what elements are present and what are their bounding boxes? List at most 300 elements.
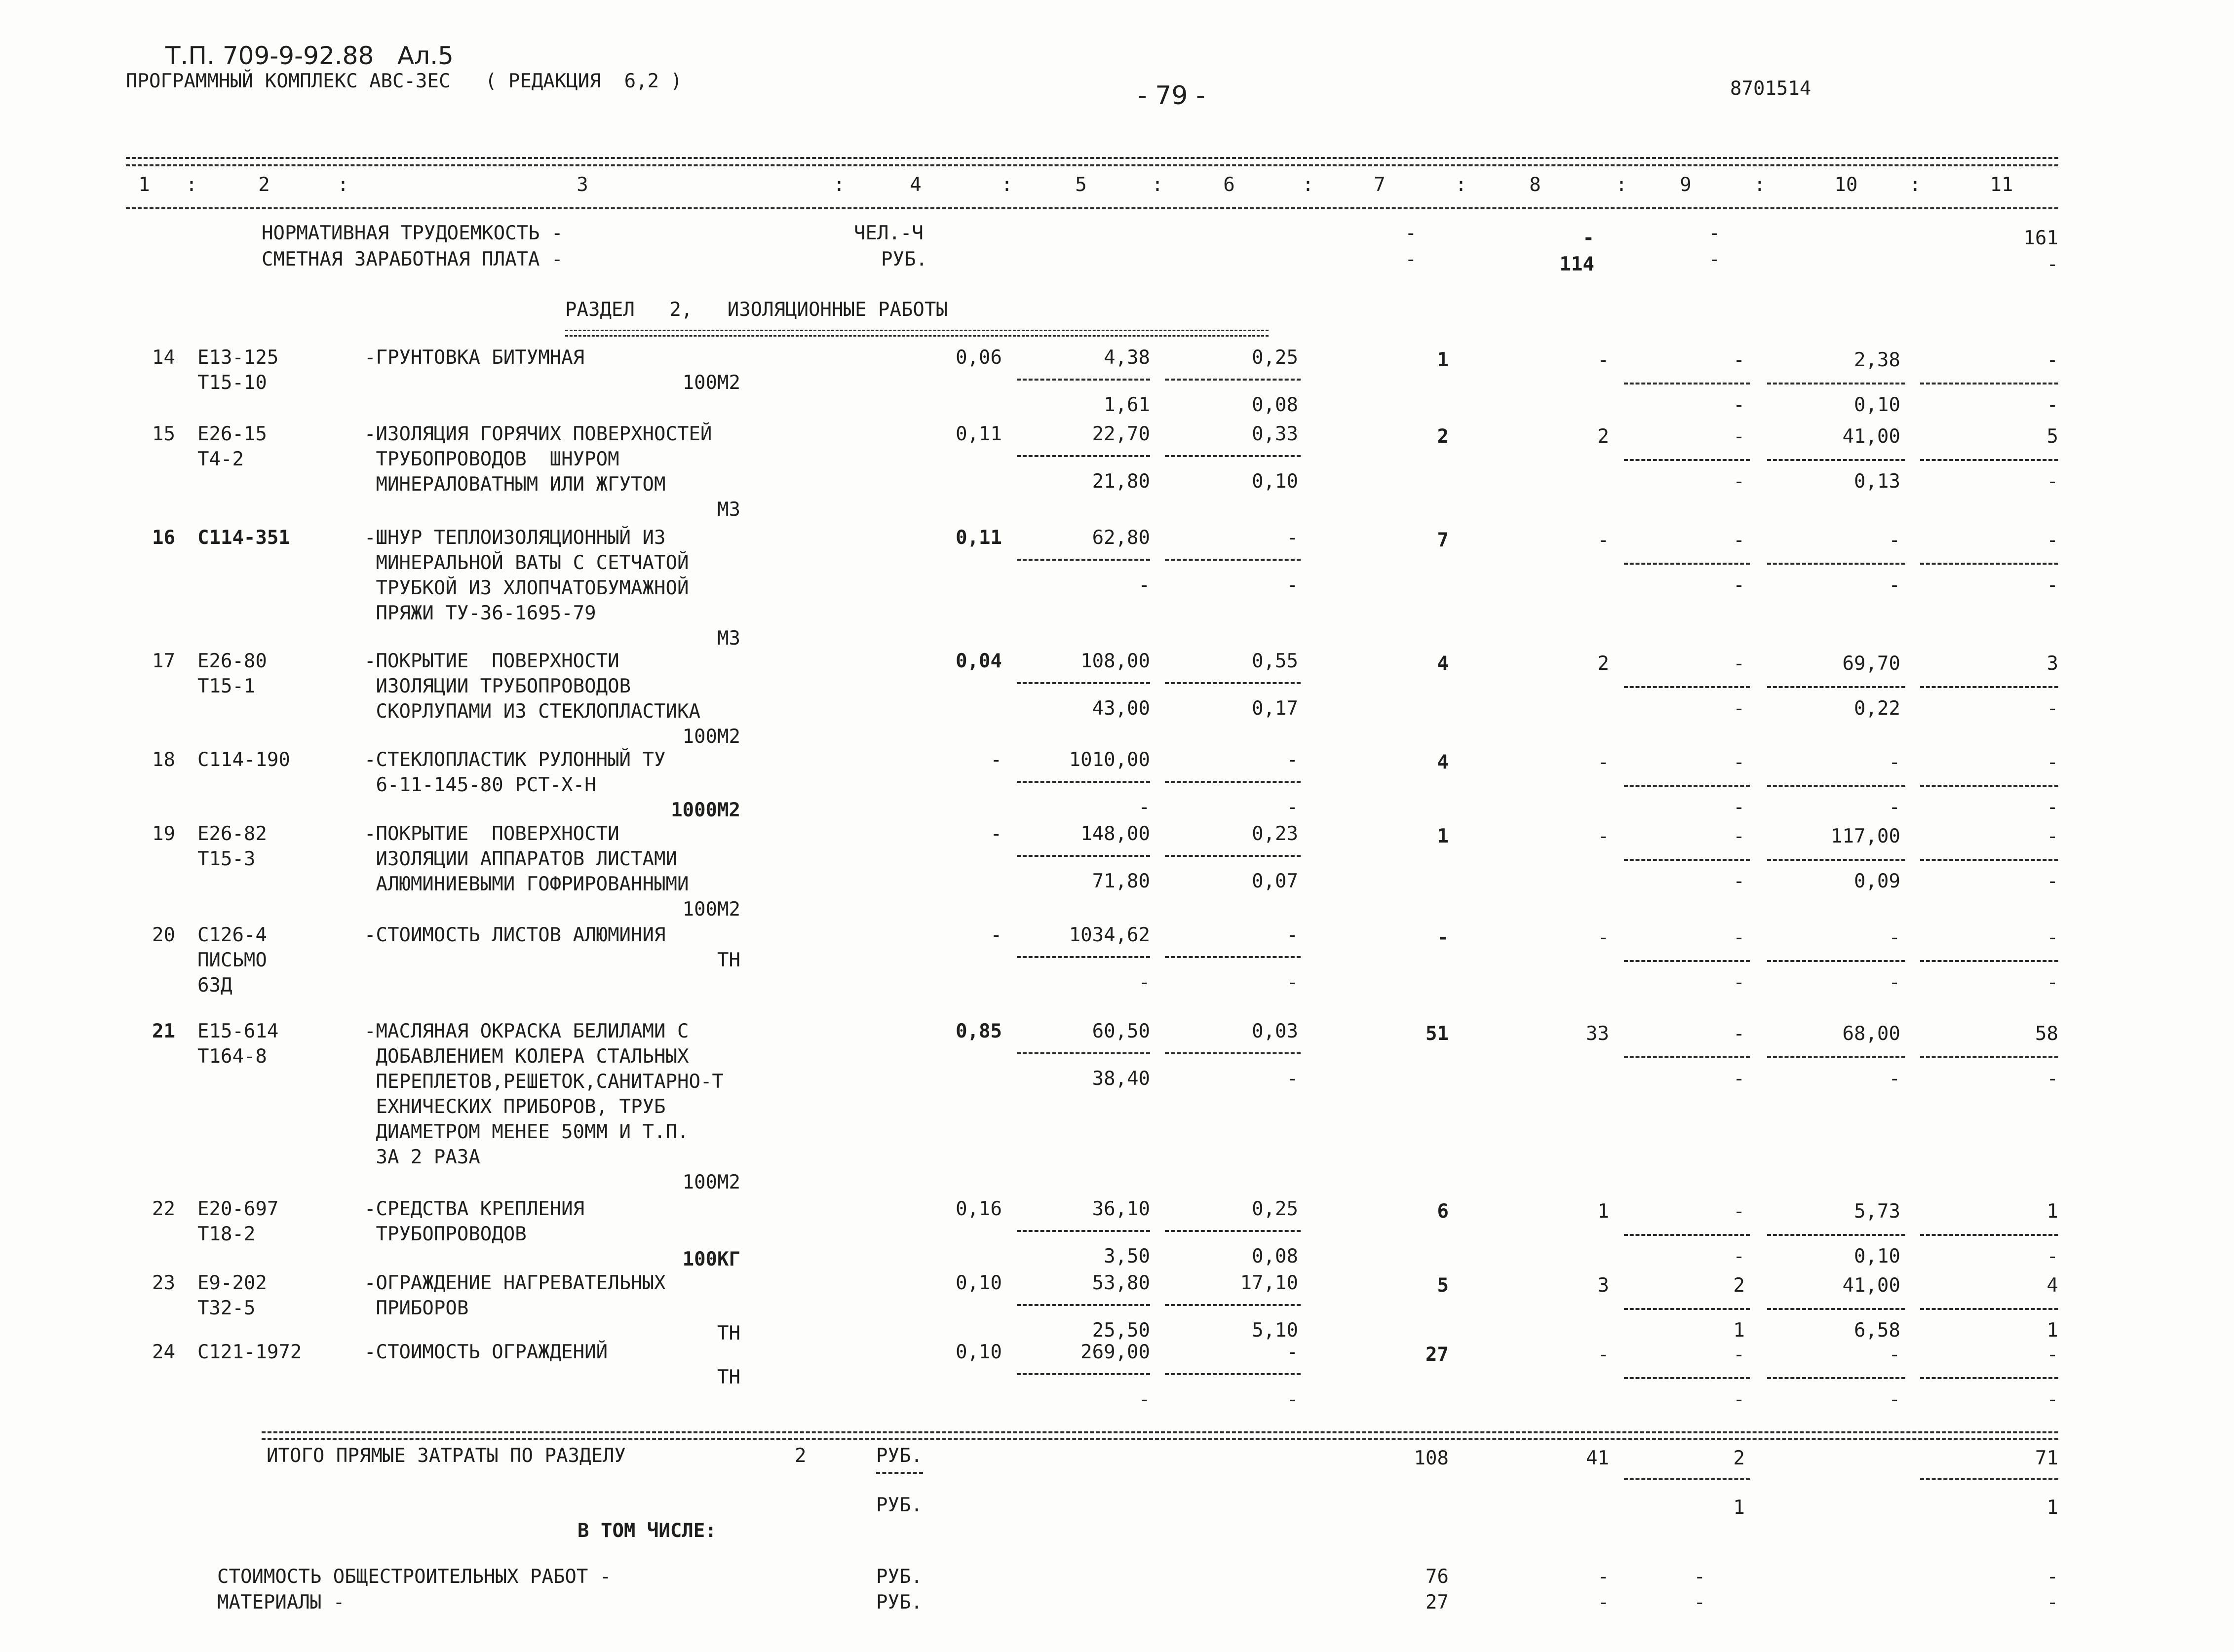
cell-c4: 0,11 (956, 527, 1002, 549)
cell-c5-second: 1,61 (1104, 394, 1150, 416)
cell-c10: 5,73 (1854, 1200, 1900, 1223)
cell-underline (1165, 682, 1301, 684)
cell-c10-second: - (1888, 1068, 1900, 1090)
cell-c9-second: - (1733, 796, 1745, 818)
row-description: 6-11-145-80 РСТ-Х-Н (364, 774, 596, 796)
cell-underline (1767, 1234, 1905, 1236)
cell-c8: - (1597, 1344, 1609, 1366)
row-description: -ОГРАЖДЕНИЕ НАГРЕВАТЕЛЬНЫХ (364, 1272, 666, 1294)
cell-c6: 0,03 (1252, 1020, 1298, 1042)
summary-label: СМЕТНАЯ ЗАРАБОТНАЯ ПЛАТА - (262, 248, 563, 270)
cell-c10: 41,00 (1842, 1274, 1900, 1297)
row-number: 14 (152, 346, 175, 369)
totals-section: 2 (795, 1445, 807, 1467)
cell-c8: - (1597, 349, 1609, 371)
row-code: С126-4 (197, 924, 267, 946)
breakdown-unit: РУБ. (876, 1566, 923, 1588)
section-title: РАЗДЕЛ 2, ИЗОЛЯЦИОННЫЕ РАБОТЫ (565, 299, 948, 321)
cell-c7: 4 (1437, 653, 1449, 675)
cell-underline (1624, 960, 1750, 962)
row-number: 16 (152, 527, 175, 549)
cell-underline (1767, 459, 1905, 461)
row-number: 23 (152, 1272, 175, 1294)
cell-c11: - (2046, 1344, 2058, 1366)
row-description: ТРУБОПРОВОДОВ ШНУРОМ (364, 448, 619, 470)
cell-c8: 1 (1597, 1200, 1609, 1223)
row-code-3: 63Д (197, 974, 232, 997)
cell-c9: - (1733, 751, 1745, 773)
cell-c9: 2 (1733, 1274, 1745, 1297)
cell-c6-second: 0,17 (1252, 697, 1298, 720)
cell-underline (1767, 785, 1905, 787)
cell-underline (1165, 956, 1301, 958)
column-header-9: 9 (1680, 174, 1692, 196)
breakdown-c8: - (1597, 1566, 1609, 1588)
row-unit: 1000М2 (671, 799, 740, 821)
cell-c6-second: - (1286, 971, 1298, 994)
totals-c9: 2 (1733, 1447, 1745, 1469)
summary-c7: - (1405, 222, 1417, 244)
totals-c8: 41 (1586, 1447, 1609, 1469)
row-code: Е26-80 (197, 650, 267, 672)
summary-unit: ЧЕЛ.-Ч (854, 222, 924, 244)
totals-unit-2: РУБ. (876, 1494, 923, 1516)
cell-c5-second: 71,80 (1092, 870, 1150, 892)
column-header-8: 8 (1529, 174, 1541, 196)
row-code-2: Т15-10 (197, 372, 267, 394)
cell-c8: - (1597, 926, 1609, 949)
cell-c5: 36,10 (1092, 1198, 1150, 1220)
row-unit: 100М2 (682, 1171, 740, 1193)
summary-c11: - (2046, 253, 2058, 275)
cell-c5: 108,00 (1080, 650, 1150, 672)
cell-c8: 2 (1597, 425, 1609, 448)
cell-c9-second: - (1733, 574, 1745, 596)
row-number: 20 (152, 924, 175, 946)
doc-number: 8701514 (1730, 77, 1811, 100)
cell-c9-second: - (1733, 697, 1745, 720)
column-separator: : (1302, 174, 1314, 196)
cell-c11-second: - (2046, 574, 2058, 596)
row-number: 19 (152, 823, 175, 845)
totals-c11-underline (1920, 1478, 2058, 1480)
cell-c4: 0,16 (956, 1198, 1002, 1220)
column-separator: : (186, 174, 197, 196)
row-unit: ТН (717, 1366, 740, 1388)
cell-c6-second: - (1286, 1068, 1298, 1090)
cell-underline (1920, 1056, 2058, 1058)
cell-c4: 0,10 (956, 1272, 1002, 1294)
row-code: Е9-202 (197, 1272, 267, 1294)
cell-underline (1165, 1373, 1301, 1375)
column-separator: : (1754, 174, 1766, 196)
totals-unit-underline (876, 1472, 923, 1474)
column-separator: : (1152, 174, 1163, 196)
cell-c4: - (990, 749, 1002, 771)
row-code-2: Т15-1 (197, 675, 256, 697)
doc-code: Т.П. 709-9-92.88 Ал.5 (165, 41, 454, 70)
cell-c5: 1010,00 (1069, 749, 1150, 771)
program-line: ПРОГРАММНЫЙ КОМПЛЕКС АВС-3ЕС ( РЕДАКЦИЯ 6,2 ) (126, 70, 683, 92)
header-rule-top (126, 157, 2058, 159)
column-separator: : (1455, 174, 1467, 196)
row-description: МИНЕРАЛОВАТНЫМ ИЛИ ЖГУТОМ (364, 473, 666, 496)
cell-c10: - (1888, 1344, 1900, 1366)
cell-underline (1624, 1056, 1750, 1058)
cell-c10: 117,00 (1831, 825, 1900, 847)
cell-c5: 1034,62 (1069, 924, 1150, 946)
cell-c11: - (2046, 529, 2058, 551)
cell-underline (1920, 459, 2058, 461)
cell-c5-second: - (1138, 971, 1150, 994)
row-code-2: Т15-3 (197, 848, 256, 870)
cell-c10-second: 0,10 (1854, 1245, 1900, 1268)
cell-c11-second: 1 (2046, 1319, 2058, 1342)
cell-c9: - (1733, 926, 1745, 949)
totals-label: ИТОГО ПРЯМЫЕ ЗАТРАТЫ ПО РАЗДЕЛУ (267, 1445, 626, 1467)
column-header-2: 2 (258, 174, 270, 196)
cell-c11-second: - (2046, 1245, 2058, 1268)
cell-underline (1165, 781, 1301, 783)
cell-c6: - (1286, 749, 1298, 771)
cell-c5-second: 25,50 (1092, 1319, 1150, 1342)
row-description: -ИЗОЛЯЦИЯ ГОРЯЧИХ ПОВЕРХНОСТЕЙ (364, 423, 712, 445)
cell-c6-second: 5,10 (1252, 1319, 1298, 1342)
breakdown-c9: - (1694, 1591, 1705, 1614)
cell-c11-second: - (2046, 394, 2058, 416)
summary-c11: 161 (2023, 227, 2058, 249)
cell-c10-second: 0,22 (1854, 697, 1900, 720)
cell-c6-second: - (1286, 796, 1298, 818)
cell-underline (1624, 383, 1750, 384)
row-description: ПЕРЕПЛЕТОВ,РЕШЕТОК,САНИТАРНО-Т (364, 1071, 724, 1093)
cell-underline (1767, 563, 1905, 565)
cell-c9: - (1733, 1023, 1745, 1045)
cell-underline (1017, 559, 1150, 561)
summary-unit: РУБ. (881, 248, 927, 270)
cell-c11-second: - (2046, 796, 2058, 818)
cell-c4: - (990, 823, 1002, 845)
page-number: - 79 - (1138, 81, 1205, 111)
cell-c6: 0,33 (1252, 423, 1298, 445)
row-description: -СРЕДСТВА КРЕПЛЕНИЯ (364, 1198, 585, 1220)
row-description: -ПОКРЫТИЕ ПОВЕРХНОСТИ (364, 823, 619, 845)
row-description: ТРУБКОЙ ИЗ ХЛОПЧАТОБУМАЖНОЙ (364, 577, 689, 599)
cell-c11: - (2046, 825, 2058, 847)
cell-c6-second: 0,08 (1252, 394, 1298, 416)
cell-underline (1920, 686, 2058, 688)
cell-c10: - (1888, 926, 1900, 949)
column-header-11: 11 (1990, 174, 2013, 196)
row-code-2: Т32-5 (197, 1297, 256, 1319)
totals-c11-second: 1 (2046, 1497, 2058, 1519)
column-header-7: 7 (1374, 174, 1386, 196)
cell-c5: 53,80 (1092, 1272, 1150, 1294)
breakdown-c7: 76 (1425, 1566, 1449, 1588)
row-number: 15 (152, 423, 175, 445)
cell-underline (1017, 1052, 1150, 1054)
cell-c6-second: - (1286, 574, 1298, 596)
cell-c8: 3 (1597, 1274, 1609, 1297)
cell-underline (1017, 682, 1150, 684)
row-number: 18 (152, 749, 175, 771)
cell-c11: 4 (2046, 1274, 2058, 1297)
cell-underline (1920, 960, 2058, 962)
cell-c9: - (1733, 349, 1745, 371)
cell-c5: 148,00 (1080, 823, 1150, 845)
summary-c9: - (1708, 222, 1720, 244)
cell-underline (1920, 1234, 2058, 1236)
cell-underline (1165, 1304, 1301, 1306)
row-code: Е26-15 (197, 423, 267, 445)
cell-c9: - (1733, 1344, 1745, 1366)
breakdown-c9: - (1694, 1566, 1705, 1588)
cell-c8: 2 (1597, 653, 1609, 675)
row-number: 17 (152, 650, 175, 672)
cell-c7: 2 (1437, 425, 1449, 448)
row-code: С121-1972 (197, 1341, 302, 1363)
cell-underline (1165, 455, 1301, 457)
row-description: ЕХНИЧЕСКИХ ПРИБОРОВ, ТРУБ (364, 1096, 666, 1118)
row-code: Е13-125 (197, 346, 279, 369)
cell-c8: - (1597, 751, 1609, 773)
cell-c10-second: 0,09 (1854, 870, 1900, 892)
cell-c6-second: - (1286, 1388, 1298, 1411)
cell-c8: - (1597, 825, 1609, 847)
cell-c5-second: 38,40 (1092, 1068, 1150, 1090)
cell-c9: - (1733, 425, 1745, 448)
cell-c10: 2,38 (1854, 349, 1900, 371)
cell-c8: - (1597, 529, 1609, 551)
row-description: ДОБАВЛЕНИЕМ КОЛЕРА СТАЛЬНЫХ (364, 1045, 689, 1068)
cell-c9: - (1733, 825, 1745, 847)
cell-underline (1624, 686, 1750, 688)
cell-c6: 17,10 (1240, 1272, 1298, 1294)
summary-c8: - (1582, 227, 1594, 249)
cell-underline (1624, 563, 1750, 565)
row-unit: ТН (717, 1322, 740, 1345)
cell-c10-second: - (1888, 574, 1900, 596)
row-description: ПРЯЖИ ТУ-36-1695-79 (364, 602, 596, 624)
cell-c9-second: - (1733, 1245, 1745, 1268)
cell-c9-second: - (1733, 394, 1745, 416)
cell-c11: 58 (2035, 1023, 2058, 1045)
column-separator: : (337, 174, 349, 196)
cell-c7: 27 (1425, 1344, 1449, 1366)
cell-c9-second: - (1733, 1388, 1745, 1411)
cell-c11: 5 (2046, 425, 2058, 448)
row-unit: 100М2 (682, 372, 740, 394)
totals-c9-second: 1 (1733, 1497, 1745, 1519)
totals-c9-underline (1624, 1478, 1750, 1480)
row-description: -ПОКРЫТИЕ ПОВЕРХНОСТИ (364, 650, 619, 672)
cell-underline (1767, 1056, 1905, 1058)
cell-c6: - (1286, 924, 1298, 946)
row-code: С114-190 (197, 749, 290, 771)
cell-c5: 269,00 (1080, 1341, 1150, 1363)
cell-underline (1165, 379, 1301, 381)
header-rule-top-2 (126, 164, 2058, 166)
cell-c11-second: - (2046, 971, 2058, 994)
cell-c10: - (1888, 751, 1900, 773)
cell-underline (1767, 1308, 1905, 1310)
cell-c6: 0,25 (1252, 346, 1298, 369)
cell-underline (1920, 1377, 2058, 1379)
column-header-6: 6 (1223, 174, 1235, 196)
row-code-2: ПИСЬМО (197, 949, 267, 971)
cell-c9-second: - (1733, 1068, 1745, 1090)
cell-c10: 68,00 (1842, 1023, 1900, 1045)
cell-c10: 69,70 (1842, 653, 1900, 675)
breakdown-c11: - (2046, 1566, 2058, 1588)
cell-c5: 60,50 (1092, 1020, 1150, 1042)
row-description: ИЗОЛЯЦИИ АППАРАТОВ ЛИСТАМИ (364, 848, 677, 870)
cell-c5-second: - (1138, 1388, 1150, 1411)
cell-underline (1017, 455, 1150, 457)
row-code: Е20-697 (197, 1198, 279, 1220)
cell-c6: 0,23 (1252, 823, 1298, 845)
cell-c9-second: - (1733, 470, 1745, 493)
column-header-10: 10 (1834, 174, 1858, 196)
row-description: -ГРУНТОВКА БИТУМНАЯ (364, 346, 585, 369)
header-rule-bottom (126, 207, 2058, 209)
column-separator: : (833, 174, 845, 196)
column-separator: : (1001, 174, 1013, 196)
cell-c10-second: 0,13 (1854, 470, 1900, 493)
cell-underline (1624, 859, 1750, 861)
row-description: ПРИБОРОВ (364, 1297, 469, 1319)
breakdown-unit: РУБ. (876, 1591, 923, 1614)
row-description: ЗА 2 РАЗА (364, 1146, 480, 1168)
row-unit: 100М2 (682, 898, 740, 921)
cell-c5-second: - (1138, 796, 1150, 818)
cell-c6: 0,25 (1252, 1198, 1298, 1220)
summary-c9: - (1708, 248, 1720, 270)
row-unit: М3 (717, 627, 740, 650)
breakdown-label: СТОИМОСТЬ ОБЩЕСТРОИТЕЛЬНЫХ РАБОТ - (217, 1566, 612, 1588)
cell-c10: 41,00 (1842, 425, 1900, 448)
cell-c9-second: - (1733, 971, 1745, 994)
summary-label: НОРМАТИВНАЯ ТРУДОЕМКОСТЬ - (262, 222, 563, 244)
cell-c10-second: - (1888, 1388, 1900, 1411)
cell-c4: 0,10 (956, 1341, 1002, 1363)
cell-underline (1920, 785, 2058, 787)
column-header-3: 3 (577, 174, 588, 196)
row-code-2: Т4-2 (197, 448, 244, 470)
cell-c6-second: 0,07 (1252, 870, 1298, 892)
row-code-2: Т164-8 (197, 1045, 267, 1068)
summary-c8: 114 (1559, 253, 1594, 275)
cell-c4: 0,85 (956, 1020, 1002, 1042)
cell-c7: 1 (1437, 825, 1449, 847)
cell-underline (1017, 855, 1150, 857)
row-code: С114-351 (197, 527, 290, 549)
cell-c7: 7 (1437, 529, 1449, 551)
row-code: Е26-82 (197, 823, 267, 845)
row-unit: 100М2 (682, 726, 740, 748)
cell-c6: - (1286, 1341, 1298, 1363)
cell-c11-second: - (2046, 1068, 2058, 1090)
cell-c7: 1 (1437, 349, 1449, 371)
cell-c6-second: 0,10 (1252, 470, 1298, 493)
cell-c5-second: - (1138, 574, 1150, 596)
cell-c9: - (1733, 1200, 1745, 1223)
cell-c11: 1 (2046, 1200, 2058, 1223)
cell-c7: 51 (1425, 1023, 1449, 1045)
cell-underline (1767, 686, 1905, 688)
cell-underline (1624, 1377, 1750, 1379)
row-unit: ТН (717, 949, 740, 971)
cell-c10-second: - (1888, 796, 1900, 818)
cell-c6: 0,55 (1252, 650, 1298, 672)
row-number: 22 (152, 1198, 175, 1220)
cell-underline (1767, 859, 1905, 861)
row-description: -СТОИМОСТЬ ОГРАЖДЕНИЙ (364, 1341, 608, 1363)
row-description: ИЗОЛЯЦИИ ТРУБОПРОВОДОВ (364, 675, 631, 697)
cell-underline (1017, 956, 1150, 958)
cell-underline (1767, 1377, 1905, 1379)
cell-underline (1767, 960, 1905, 962)
cell-c5-second: 3,50 (1104, 1245, 1150, 1268)
row-description: СКОРЛУПАМИ ИЗ СТЕКЛОПЛАСТИКА (364, 700, 700, 723)
totals-rule-2 (262, 1438, 2058, 1440)
cell-c5-second: 43,00 (1092, 697, 1150, 720)
column-header-4: 4 (910, 174, 922, 196)
cell-c7: 5 (1437, 1274, 1449, 1297)
cell-c5: 62,80 (1092, 527, 1150, 549)
totals-c11: 71 (2035, 1447, 2058, 1469)
cell-underline (1624, 1308, 1750, 1310)
cell-underline (1767, 383, 1905, 384)
cell-underline (1017, 1373, 1150, 1375)
cell-c9-second: 1 (1733, 1319, 1745, 1342)
cell-c10-second: - (1888, 971, 1900, 994)
column-header-5: 5 (1075, 174, 1087, 196)
row-unit: М3 (717, 499, 740, 521)
breakdown-label: МАТЕРИАЛЫ - (217, 1591, 345, 1614)
row-description: -ШНУР ТЕПЛОИЗОЛЯЦИОННЫЙ ИЗ (364, 527, 666, 549)
cell-underline (1017, 379, 1150, 381)
column-separator: : (1616, 174, 1627, 196)
row-description: ДИАМЕТРОМ МЕНЕЕ 50ММ И Т.П. (364, 1121, 689, 1143)
cell-c10: - (1888, 529, 1900, 551)
cell-underline (1624, 785, 1750, 787)
row-description: МИНЕРАЛЬНОЙ ВАТЫ С СЕТЧАТОЙ (364, 552, 689, 574)
including-label: В ТОМ ЧИСЛЕ: (578, 1520, 717, 1542)
cell-c5-second: 21,80 (1092, 470, 1150, 493)
summary-c7: - (1405, 248, 1417, 270)
breakdown-c11: - (2046, 1591, 2058, 1614)
cell-c7: - (1437, 926, 1449, 949)
row-description: -СТОИМОСТЬ ЛИСТОВ АЛЮМИНИЯ (364, 924, 666, 946)
cell-c6: - (1286, 527, 1298, 549)
totals-rule (262, 1431, 2058, 1433)
cell-underline (1165, 1052, 1301, 1054)
row-description: -МАСЛЯНАЯ ОКРАСКА БЕЛИЛАМИ С (364, 1020, 689, 1042)
totals-c7: 108 (1414, 1447, 1449, 1469)
cell-underline (1920, 859, 2058, 861)
breakdown-c8: - (1597, 1591, 1609, 1614)
column-header-1: 1 (138, 174, 150, 196)
cell-underline (1165, 559, 1301, 561)
cell-underline (1920, 563, 2058, 565)
cell-underline (1920, 1308, 2058, 1310)
cell-c10-second: 6,58 (1854, 1319, 1900, 1342)
cell-c7: 6 (1437, 1200, 1449, 1223)
cell-c8: 33 (1586, 1023, 1609, 1045)
cell-c5: 4,38 (1104, 346, 1150, 369)
cell-c7: 4 (1437, 751, 1449, 773)
